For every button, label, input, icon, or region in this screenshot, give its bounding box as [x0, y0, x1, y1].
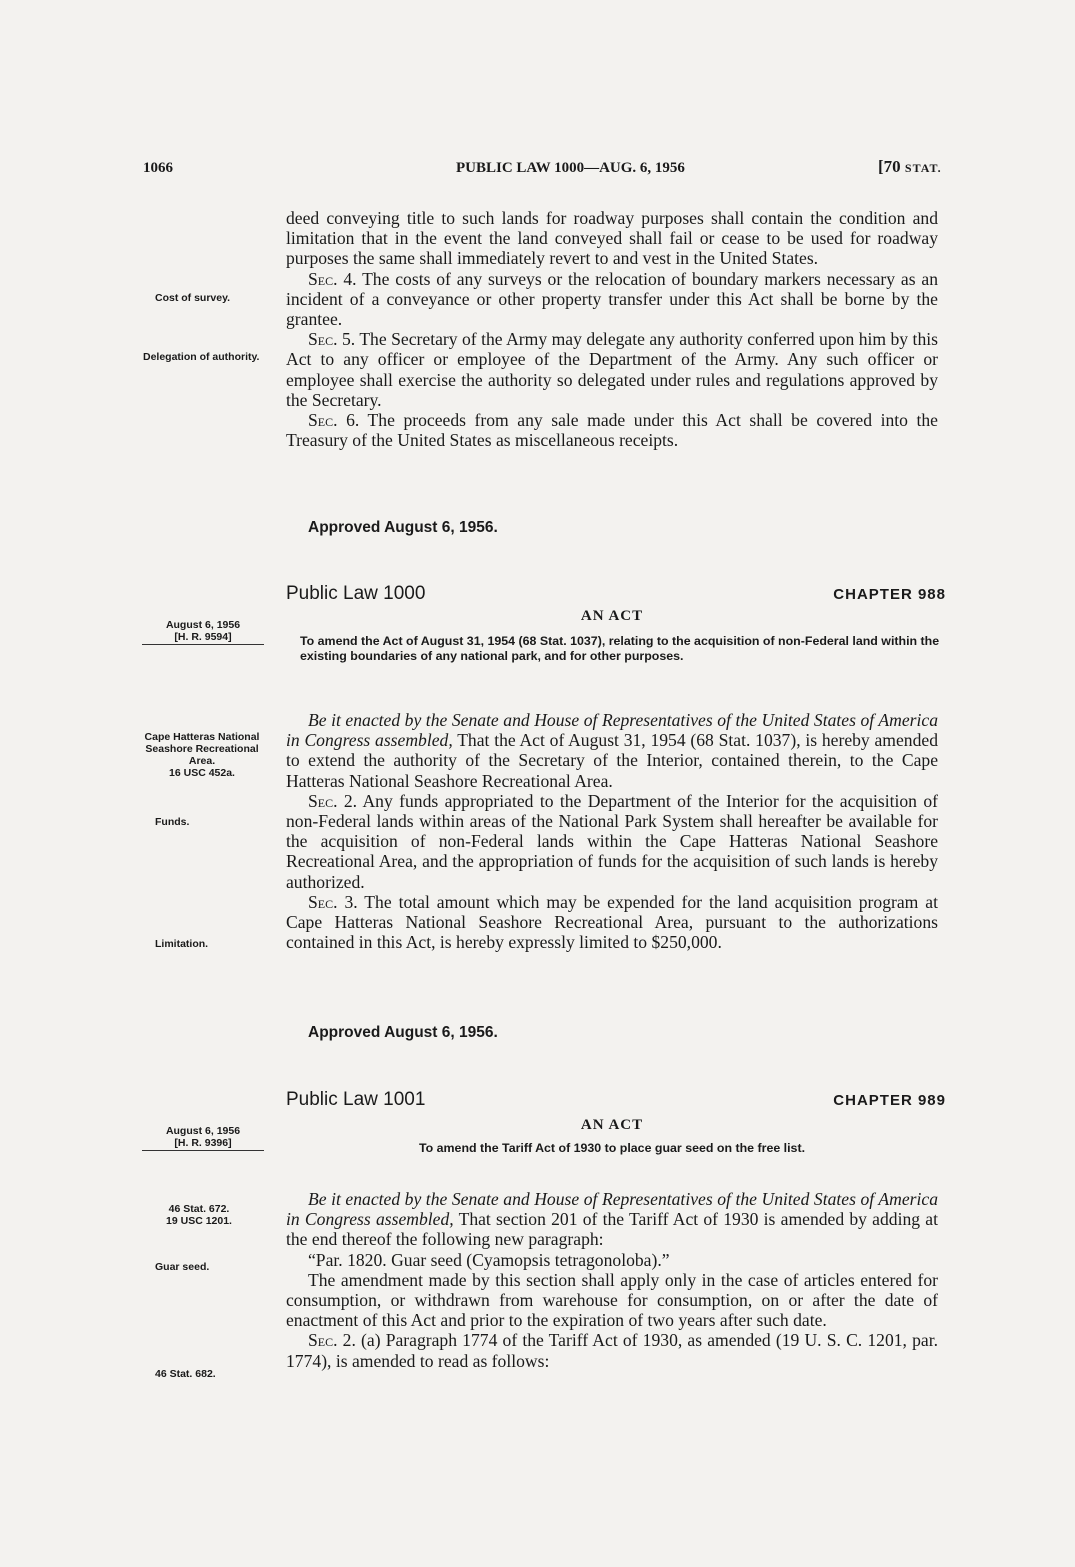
cape-hatteras-note: Cape Hatteras National Seashore Recreational Area.	[144, 731, 260, 767]
public-law-1001-title: Public Law 1001	[286, 1089, 426, 1110]
pl1001-amendment: The amendment made by this section shall apply only in the case of articles entered for consumption, or withdrawn from warehouse for consumption, on or after the date of enactment of this Act and prior to the expiration of two years after such date.	[286, 1269, 938, 1331]
enacting-clause-2: Be it enacted by the Senate and House of Representatives of the United States of America in Congress assembled,	[286, 1189, 938, 1230]
margin-note-date-pl1001	[142, 1125, 264, 1151]
pl1000-approval: Approved August 6, 1956.	[308, 1024, 498, 1041]
pl1000-section-2	[286, 791, 938, 892]
continuation-para: deed conveying title to such lands for roadway purposes shall contain the condition and limitation that in the event the land conveyed shall fail or cease to be used for roadway purposes the same shall immediately revert to and vest in the United States.	[286, 208, 938, 269]
margin-note-limitation: Limitation.	[155, 938, 209, 950]
section-4-label: Sec. 4.	[308, 268, 357, 289]
approval-line: Approved August 6, 1956.	[308, 519, 498, 536]
section-6-label: Sec. 6.	[308, 410, 360, 431]
margin-note-cost-of-survey: Cost of survey.	[155, 292, 231, 304]
public-law-1000-title: Public Law 1000	[286, 583, 426, 604]
pl1000-section-1: That the Act of August 31, 1954 (68 Stat. 1037), is hereby amended to extend the authority of the Secretary of the Interior, contained therein, to the Cape Hatteras National Seashore Recreational Area.	[286, 730, 938, 791]
section-4	[286, 269, 938, 330]
pl1000-hr: [H. R. 9594]	[142, 631, 264, 645]
public-law-1001-heading	[286, 1089, 946, 1113]
pl1000-section-2-text: Any funds appropriated to the Department of the Interior for the acquisition of non-Federal lands within areas of the National Park System shall hereafter be available for the acquisition of non-Federal lands within the Cape Hatteras National Seashore Recreational Area, and the appropriation of funds for the acquisition of such lands is hereby authorized.	[286, 790, 938, 892]
enacting-clause: Be it enacted by the Senate and House of Representatives of the United States of America in Congress assembled,	[286, 710, 938, 751]
stat-672: 46 Stat. 672.	[168, 1203, 230, 1215]
pl1000-date: August 6, 1956	[165, 619, 241, 631]
continuation-block	[286, 208, 938, 450]
act-purpose: To amend the Act of August 31, 1954 (68 Stat. 1037), relating to the acquisition of non-Federal land within the existing boundaries of any national park, and for other purposes.	[300, 634, 940, 663]
an-act-label: AN ACT	[580, 608, 644, 624]
pl1001-enacting	[286, 1189, 938, 1250]
public-law-1000-heading	[286, 583, 946, 607]
pl1001-par-1820: “Par. 1820. Guar seed (Cyamopsis tetragonoloba).”	[308, 1249, 670, 1270]
pl1001-section-2-text: (a) Paragraph 1774 of the Tariff Act of 1930, as amended (19 U. S. C. 1201, par. 1774), is amended to read as follows:	[286, 1330, 938, 1371]
page-number: 1066	[143, 160, 173, 176]
section-5-label: Sec. 5.	[308, 329, 356, 350]
pl1000-section-2-label: Sec. 2.	[308, 790, 358, 811]
section-4-text: The costs of any surveys or the relocation of boundary markers necessary as an incident of a conveyance or other property transfer under this Act shall be borne by the grantee.	[286, 268, 938, 330]
pl1001-body	[286, 1189, 938, 1371]
pl1000-enacting	[286, 710, 938, 791]
running-head	[143, 157, 975, 184]
pl1001-hr: [H. R. 9396]	[142, 1137, 264, 1151]
statute-volume-number: [70	[878, 157, 901, 176]
chapter-988: CHAPTER 988	[833, 586, 946, 603]
usc-1201: 19 USC 1201.	[166, 1215, 232, 1227]
pl1000-section-3-text: The total amount which may be expended for the land acquisition program at Cape Hatteras National Seashore Recreational Area, pursuant to the authorizations contained in this Act, is hereby expressly limited to $250,000.	[286, 891, 938, 953]
margin-note-guar-seed: Guar seed.	[155, 1261, 210, 1273]
pl1000-body	[286, 710, 938, 952]
chapter-989: CHAPTER 989	[833, 1092, 946, 1109]
margin-note-date-pl1000	[142, 619, 264, 645]
margin-note-delegation: Delegation of authority.	[143, 351, 260, 363]
pl1001-section-1: That section 201 of the Tariff Act of 1930 is amended by adding at the end thereof the following new paragraph:	[286, 1209, 938, 1250]
pl1000-section-3	[286, 892, 938, 953]
pl1000-section-3-label: Sec. 3.	[308, 891, 358, 912]
section-5-text: The Secretary of the Army may delegate any authority conferred upon him by this Act to any officer or employee of the Department of the Army. Any such officer or employee shall exercise the authority so delegated under rules and regulations approved by the Secretary.	[286, 329, 938, 410]
an-act-label-2: AN ACT	[580, 1117, 644, 1133]
statute-volume	[878, 157, 942, 177]
margin-note-funds: Funds.	[155, 816, 190, 828]
section-6	[286, 410, 938, 450]
pl1001-section-2-label: Sec. 2.	[308, 1330, 356, 1351]
section-5	[286, 329, 938, 410]
pl1001-section-2	[286, 1330, 938, 1370]
pl1001-date: August 6, 1956	[165, 1125, 241, 1137]
margin-note-stat-682: 46 Stat. 682.	[155, 1368, 216, 1380]
margin-note-cape-hatteras	[140, 731, 264, 779]
running-title: PUBLIC LAW 1000—AUG. 6, 1956	[456, 160, 685, 176]
section-6-text: The proceeds from any sale made under this Act shall be covered into the Treasury of the United States as miscellaneous receipts.	[286, 410, 938, 451]
act-purpose-2: To amend the Tariff Act of 1930 to place guar seed on the free list.	[418, 1141, 806, 1155]
statute-abbr: STAT.	[904, 161, 942, 175]
margin-note-citations	[140, 1203, 258, 1227]
cape-hatteras-usc: 16 USC 452a.	[169, 767, 235, 779]
